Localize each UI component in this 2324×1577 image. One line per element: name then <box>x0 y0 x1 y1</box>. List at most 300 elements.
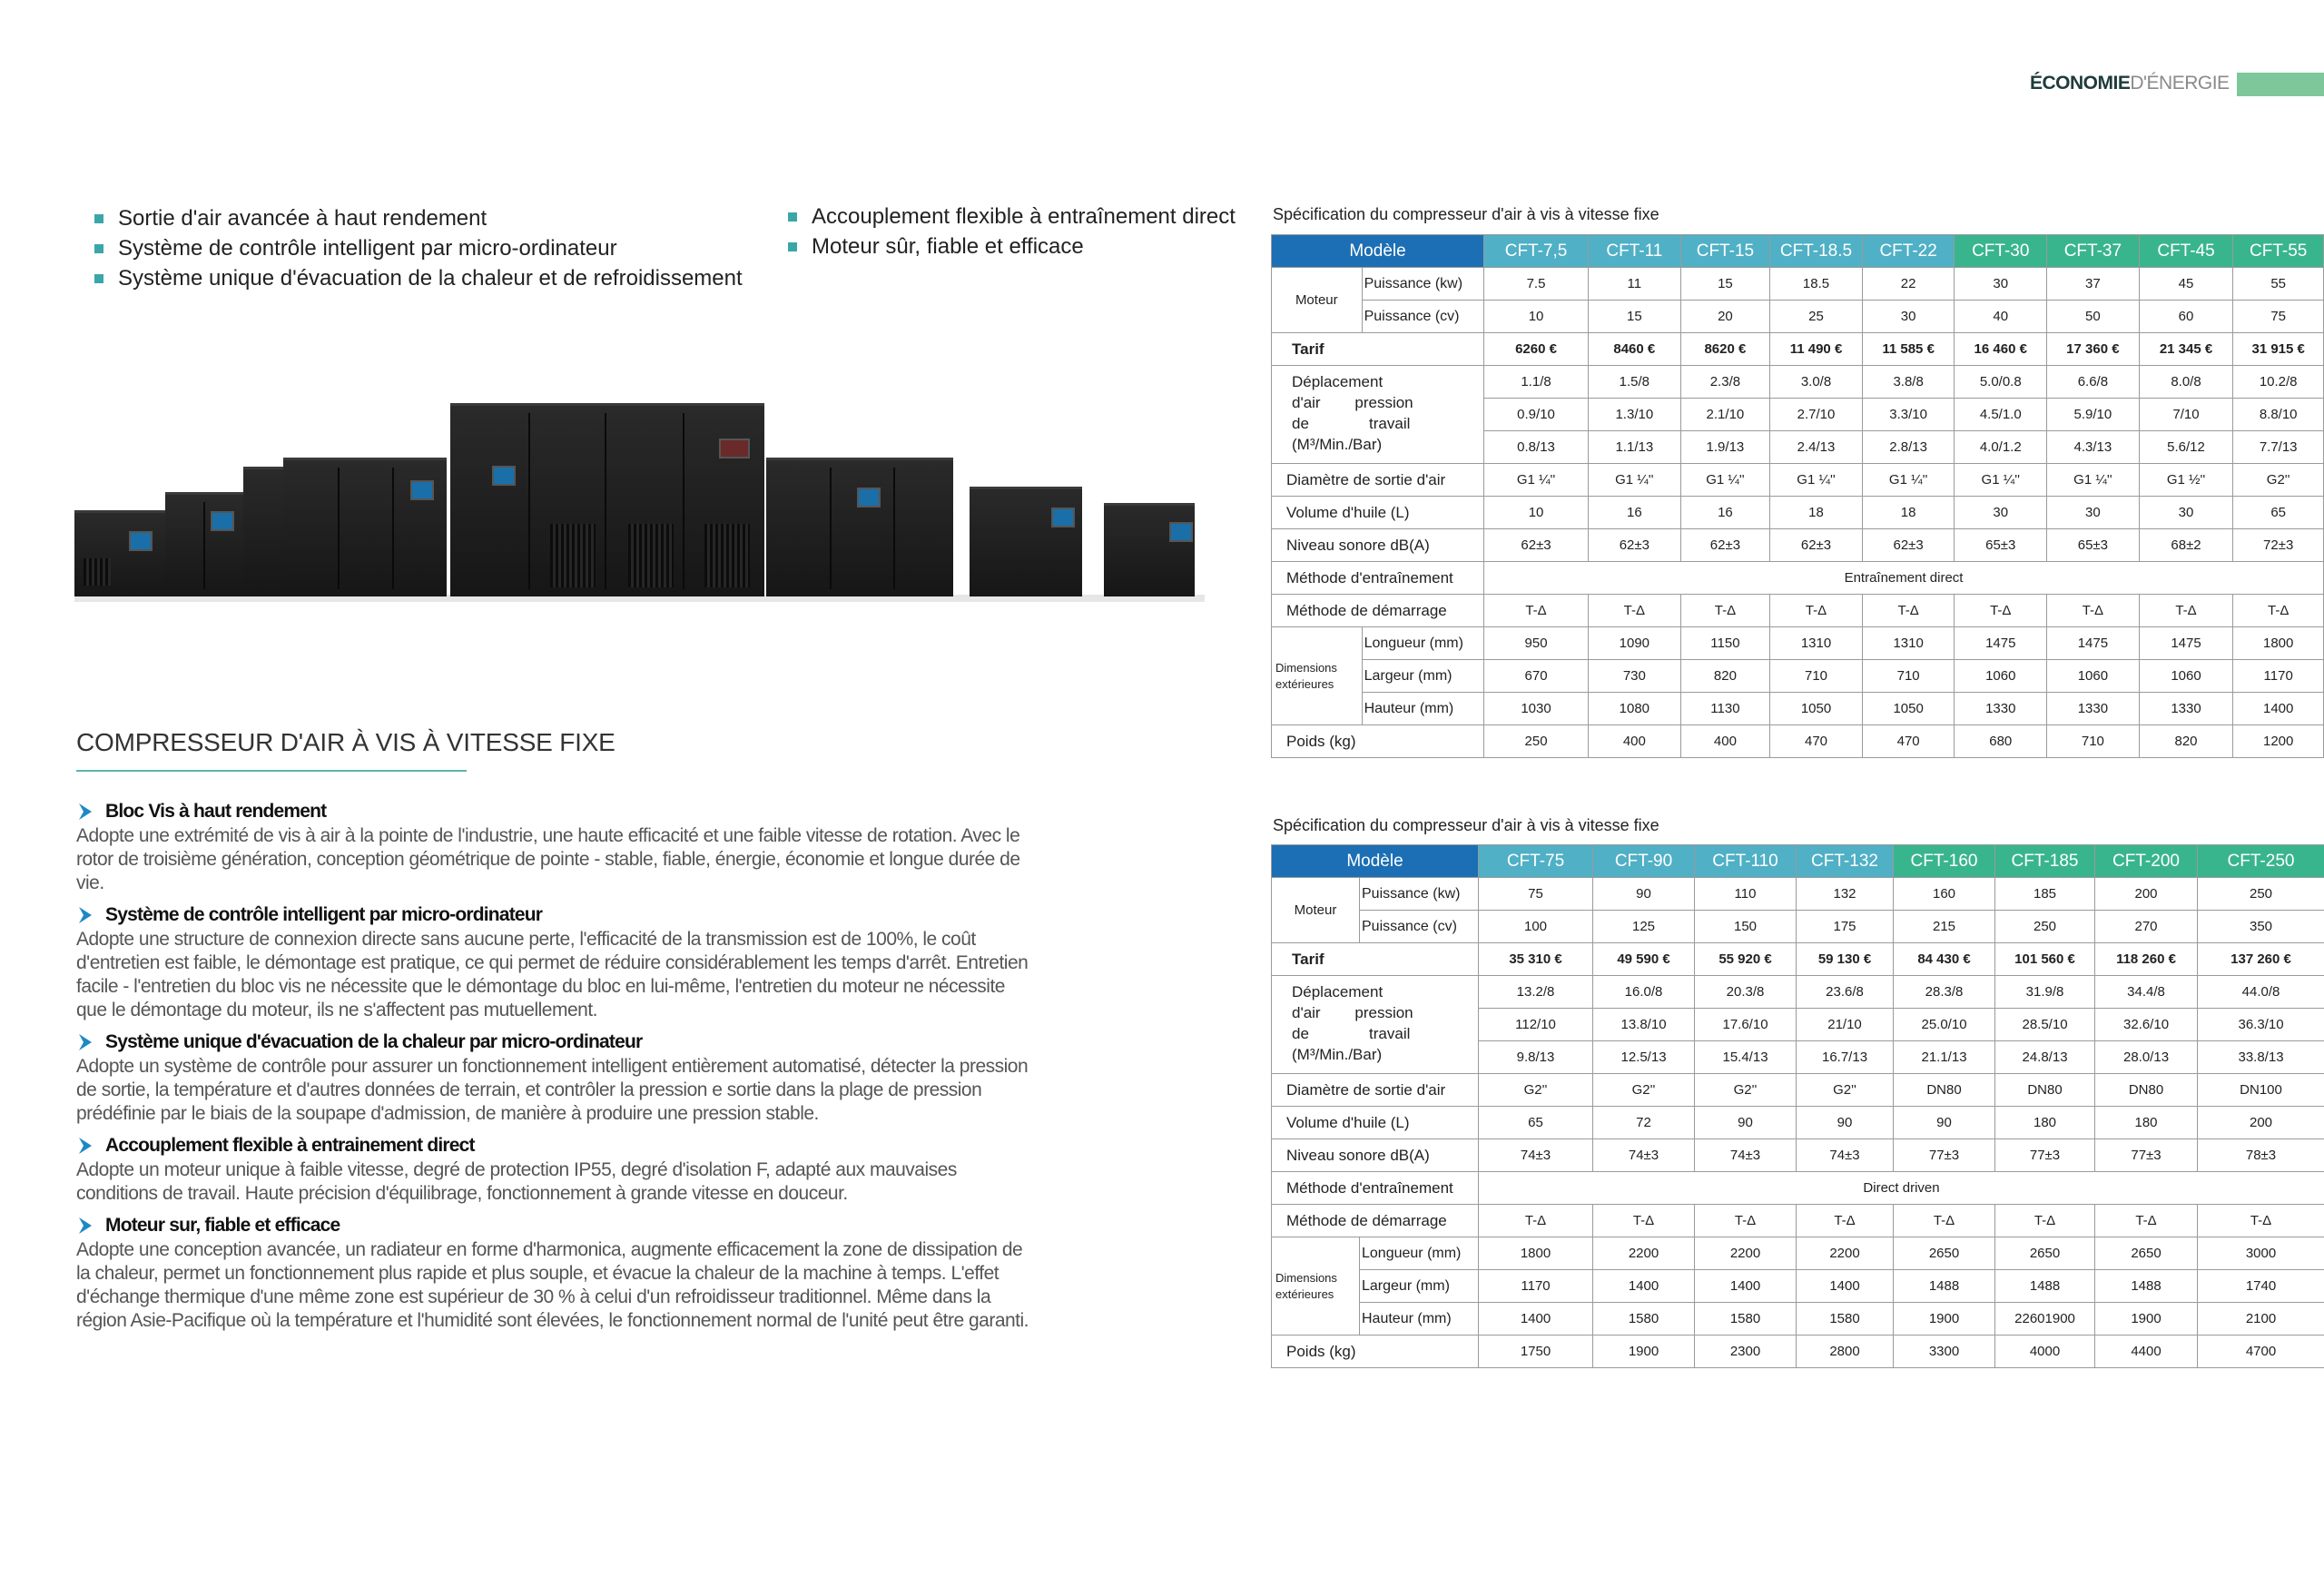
diametre-value: G2'' <box>1479 1074 1593 1107</box>
puissance-cv-value: 30 <box>1862 301 1955 333</box>
section-title: COMPRESSEUR D'AIR À VIS À VITESSE FIXE <box>76 728 615 756</box>
longueur-value: 2200 <box>1695 1237 1797 1270</box>
bullet-item <box>94 233 743 263</box>
deplacement-value: 13.2/8 <box>1479 976 1593 1009</box>
demarrage-value: T-Δ <box>1995 1205 2095 1237</box>
largeur-value: 1740 <box>2198 1270 2324 1303</box>
sonore-value: 74±3 <box>1797 1139 1894 1172</box>
huile-value: 72 <box>1593 1107 1695 1139</box>
deplacement-label <box>1272 366 1484 464</box>
sonore-value: 77±3 <box>1894 1139 1995 1172</box>
puissance-kw-value: 110 <box>1695 878 1797 911</box>
bullet-square-icon <box>94 214 103 223</box>
feature-title <box>76 799 1039 824</box>
deplacement-value: 7.7/13 <box>2233 431 2324 464</box>
longueur-label: Longueur (mm) <box>1360 1237 1479 1270</box>
puissance-kw-value: 11 <box>1589 268 1681 301</box>
demarrage-value: T-Δ <box>1589 595 1681 627</box>
puissance-cv-value: 25 <box>1770 301 1863 333</box>
puissance-kw-value: 200 <box>2095 878 2198 911</box>
tarif-value: 21 345 € <box>2139 333 2233 366</box>
feature-title-text: Moteur sur, fiable et efficace <box>105 1215 340 1236</box>
moteur-label: Moteur <box>1272 268 1363 333</box>
model-column-header: CFT-132 <box>1797 845 1894 878</box>
dimensions-label-line: extérieures <box>1275 676 1334 691</box>
deplacement-value: 16.0/8 <box>1593 976 1695 1009</box>
hauteur-value: 1130 <box>1680 693 1770 725</box>
model-column-header: CFT-18.5 <box>1770 235 1863 268</box>
largeur-value: 710 <box>1862 660 1955 693</box>
largeur-value: 1488 <box>2095 1270 2198 1303</box>
compressor-unit-1 <box>74 510 165 596</box>
hauteur-value: 1330 <box>2139 693 2233 725</box>
dimensions-label-line: Dimensions <box>1275 1270 1337 1285</box>
row-puissance-kw <box>1272 268 2324 301</box>
poids-value: 250 <box>1484 725 1589 758</box>
poids-value: 680 <box>1955 725 2047 758</box>
huile-value: 30 <box>1955 497 2047 529</box>
section-tag-bar <box>2237 73 2324 96</box>
demarrage-value: T-Δ <box>2233 595 2324 627</box>
puissance-cv-value: 20 <box>1680 301 1770 333</box>
model-column-header: CFT-185 <box>1995 845 2095 878</box>
demarrage-value: T-Δ <box>1479 1205 1593 1237</box>
hauteur-value: 1400 <box>1479 1303 1593 1336</box>
tarif-value: 49 590 € <box>1593 943 1695 976</box>
poids-value: 820 <box>2139 725 2233 758</box>
demarrage-value: T-Δ <box>1695 1205 1797 1237</box>
row-demarrage <box>1272 595 2324 627</box>
row-tarif <box>1272 943 2324 976</box>
diametre-value: G1 ¼'' <box>1770 464 1863 497</box>
deplacement-value: 3.3/10 <box>1862 399 1955 431</box>
poids-value: 2800 <box>1797 1336 1894 1368</box>
dimensions-label-line: extérieures <box>1275 1286 1334 1301</box>
feature-block <box>76 799 1039 895</box>
entrainement-label: Méthode d'entraînement <box>1272 1172 1479 1205</box>
longueur-value: 1310 <box>1862 627 1955 660</box>
deplacement-value: 8.8/10 <box>2233 399 2324 431</box>
product-lineup-photo <box>74 392 1205 596</box>
longueur-value: 1150 <box>1680 627 1770 660</box>
entrainement-label: Méthode d'entraînement <box>1272 562 1484 595</box>
model-column-header: CFT-250 <box>2198 845 2324 878</box>
entrainement-value: Entraînement direct <box>1484 562 2324 595</box>
sonore-value: 77±3 <box>2095 1139 2198 1172</box>
table1-caption: Spécification du compresseur d'air à vis à vitesse fixe <box>1273 205 1659 223</box>
deplacement-label-line: Déplacement <box>1292 983 1384 1000</box>
model-column-header: CFT-30 <box>1955 235 2047 268</box>
longueur-value: 1090 <box>1589 627 1681 660</box>
tarif-label: Tarif <box>1272 943 1479 976</box>
puissance-cv-value: 215 <box>1894 911 1995 943</box>
longueur-value: 1800 <box>1479 1237 1593 1270</box>
deplacement-value: 25.0/10 <box>1894 1009 1995 1041</box>
row-entrainement <box>1272 1172 2324 1205</box>
moteur-label: Moteur <box>1272 878 1360 943</box>
sonore-value: 74±3 <box>1593 1139 1695 1172</box>
compressor-unit-7 <box>970 487 1082 596</box>
row-hauteur <box>1272 693 2324 725</box>
table2-caption: Spécification du compresseur d'air à vis à vitesse fixe <box>1273 816 1659 834</box>
deplacement-value: 10.2/8 <box>2233 366 2324 399</box>
feature-title <box>76 902 1039 928</box>
poids-value: 470 <box>1770 725 1863 758</box>
deplacement-value: 1.1/8 <box>1484 366 1589 399</box>
deplacement-value: 34.4/8 <box>2095 976 2198 1009</box>
diametre-value: DN80 <box>1894 1074 1995 1107</box>
deplacement-value: 21.1/13 <box>1894 1041 1995 1074</box>
puissance-cv-value: 150 <box>1695 911 1797 943</box>
poids-value: 470 <box>1862 725 1955 758</box>
row-longueur <box>1272 1237 2324 1270</box>
model-column-header: CFT-110 <box>1695 845 1797 878</box>
tarif-value: 59 130 € <box>1797 943 1894 976</box>
largeur-label: Largeur (mm) <box>1360 1270 1479 1303</box>
deplacement-label-line: (M³/Min./Bar) <box>1292 436 1383 453</box>
hauteur-value: 1580 <box>1593 1303 1695 1336</box>
diametre-value: G1 ¼'' <box>1862 464 1955 497</box>
demarrage-value: T-Δ <box>2198 1205 2324 1237</box>
largeur-value: 1488 <box>1894 1270 1995 1303</box>
dimensions-label <box>1272 1237 1360 1336</box>
hauteur-label: Hauteur (mm) <box>1360 1303 1479 1336</box>
puissance-cv-value: 15 <box>1589 301 1681 333</box>
diametre-value: G1 ¼'' <box>1955 464 2047 497</box>
chevron-right-icon <box>76 1032 96 1052</box>
huile-value: 90 <box>1797 1107 1894 1139</box>
deplacement-value: 4.0/1.2 <box>1955 431 2047 464</box>
bullet-text: Système unique d'évacuation de la chaleur et de refroidissement <box>118 266 743 291</box>
demarrage-value: T-Δ <box>1484 595 1589 627</box>
diametre-value: G2'' <box>1797 1074 1894 1107</box>
feature-title-text: Système unique d'évacuation de la chaleur par micro-ordinateur <box>105 1031 643 1052</box>
feature-bullets-right <box>788 202 1236 261</box>
diametre-value: G2'' <box>1695 1074 1797 1107</box>
sonore-value: 65±3 <box>2047 529 2140 562</box>
model-column-header: CFT-7,5 <box>1484 235 1589 268</box>
huile-value: 30 <box>2047 497 2140 529</box>
hauteur-value: 1330 <box>2047 693 2140 725</box>
feature-descriptions <box>76 799 1039 1340</box>
deplacement-value: 6.6/8 <box>2047 366 2140 399</box>
huile-value: 16 <box>1589 497 1681 529</box>
sonore-value: 62±3 <box>1680 529 1770 562</box>
compressor-unit-5 <box>450 403 764 596</box>
hauteur-value: 1900 <box>1894 1303 1995 1336</box>
diametre-value: G2'' <box>1593 1074 1695 1107</box>
model-column-header: CFT-37 <box>2047 235 2140 268</box>
row-diametre <box>1272 1074 2324 1107</box>
diametre-value: DN80 <box>1995 1074 2095 1107</box>
diametre-value: DN80 <box>2095 1074 2198 1107</box>
huile-value: 18 <box>1862 497 1955 529</box>
bullet-item <box>788 202 1236 232</box>
feature-title <box>76 1213 1039 1238</box>
puissance-kw-value: 37 <box>2047 268 2140 301</box>
demarrage-value: T-Δ <box>1770 595 1863 627</box>
chevron-right-icon <box>76 802 96 822</box>
row-largeur <box>1272 1270 2324 1303</box>
puissance-kw-value: 7.5 <box>1484 268 1589 301</box>
tarif-value: 118 260 € <box>2095 943 2198 976</box>
row-huile <box>1272 497 2324 529</box>
huile-label: Volume d'huile (L) <box>1272 497 1484 529</box>
model-column-header: CFT-45 <box>2139 235 2233 268</box>
puissance-kw-value: 30 <box>1955 268 2047 301</box>
model-column-header: CFT-160 <box>1894 845 1995 878</box>
puissance-kw-value: 75 <box>1479 878 1593 911</box>
bullet-square-icon <box>94 244 103 253</box>
puissance-kw-value: 160 <box>1894 878 1995 911</box>
deplacement-value: 23.6/8 <box>1797 976 1894 1009</box>
deplacement-value: 13.8/10 <box>1593 1009 1695 1041</box>
row-largeur <box>1272 660 2324 693</box>
puissance-kw-value: 45 <box>2139 268 2233 301</box>
sonore-value: 68±2 <box>2139 529 2233 562</box>
puissance-cv-value: 50 <box>2047 301 2140 333</box>
deplacement-value: 5.6/12 <box>2139 431 2233 464</box>
sonore-value: 77±3 <box>1995 1139 2095 1172</box>
feature-text: Adopte une conception avancée, un radiateur en forme d'harmonica, augmente efficacement la zone de dissipation de la chaleur, permet un fonctionnement plus rapide et plus souple, et évacue la chaleur de la machine à temps. L'effet d'échange thermique d'une même zone est supérieur de 30 % à celui d'un refroidisseur traditionnel. Même dans la région Asie-Pacifique où la température et l'humidité sont élevées, le fonctionnement normal de l'unité peut être garanti. <box>76 1239 1029 1331</box>
demarrage-value: T-Δ <box>2139 595 2233 627</box>
bullet-square-icon <box>94 274 103 283</box>
row-sonore <box>1272 1139 2324 1172</box>
sonore-value: 74±3 <box>1695 1139 1797 1172</box>
huile-value: 30 <box>2139 497 2233 529</box>
puissance-cv-value: 75 <box>2233 301 2324 333</box>
deplacement-label-line: de travail <box>1292 415 1411 432</box>
bullet-square-icon <box>788 242 797 251</box>
largeur-value: 820 <box>1680 660 1770 693</box>
compressor-unit-4 <box>283 458 447 596</box>
model-column-header: CFT-200 <box>2095 845 2198 878</box>
longueur-value: 1800 <box>2233 627 2324 660</box>
feature-text: Adopte un système de contrôle pour assurer un fonctionnement intelligent entièrement automatisé, détecter la pression de sortie, la température et d'autres données de terrain, et contrôler la pression e sortie dans la plage de pression prédéfinie par le biais de la soupape d'admission, de manière à produire une pression stable. <box>76 1056 1029 1124</box>
section-tag <box>2030 73 2230 94</box>
feature-text: Adopte une structure de connexion directe sans aucune perte, l'efficacité de la transmission est de 100%, le coût d'entretien est faible, le démontage est pratique, ce qui permet de réduire considérablement les temps d'arrêt. Entretien facile - l'entretien du bloc vis ne nécessite que le démontage du bloc en lui-même, l'entretien du moteur ne nécessite que le démontage du moteur, ils ne s'affectent pas mutuellement. <box>76 929 1029 1020</box>
sonore-value: 62±3 <box>1589 529 1681 562</box>
dimensions-label <box>1272 627 1363 725</box>
hauteur-value: 1030 <box>1484 693 1589 725</box>
tarif-value: 6260 € <box>1484 333 1589 366</box>
section-title-underline <box>76 770 467 772</box>
model-column-header: CFT-22 <box>1862 235 1955 268</box>
largeur-value: 1170 <box>2233 660 2324 693</box>
diametre-value: G1 ¼'' <box>1589 464 1681 497</box>
deplacement-value: 15.4/13 <box>1695 1041 1797 1074</box>
puissance-cv-value: 10 <box>1484 301 1589 333</box>
poids-value: 3300 <box>1894 1336 1995 1368</box>
feature-title-text: Accouplement flexible à entrainement direct <box>105 1135 475 1156</box>
deplacement-value: 1.9/13 <box>1680 431 1770 464</box>
puissance-cv-value: 100 <box>1479 911 1593 943</box>
largeur-value: 1060 <box>2047 660 2140 693</box>
deplacement-value: 1.3/10 <box>1589 399 1681 431</box>
huile-value: 180 <box>1995 1107 2095 1139</box>
spec-table-2 <box>1271 844 2324 1368</box>
demarrage-value: T-Δ <box>1680 595 1770 627</box>
deplacement-value: 2.7/10 <box>1770 399 1863 431</box>
huile-value: 18 <box>1770 497 1863 529</box>
deplacement-value: 8.0/8 <box>2139 366 2233 399</box>
spec-table-1 <box>1271 234 2324 758</box>
diametre-value: G2'' <box>2233 464 2324 497</box>
puissance-kw-label: Puissance (kw) <box>1362 268 1483 301</box>
puissance-cv-value: 350 <box>2198 911 2324 943</box>
demarrage-value: T-Δ <box>1955 595 2047 627</box>
huile-value: 10 <box>1484 497 1589 529</box>
deplacement-value: 28.5/10 <box>1995 1009 2095 1041</box>
demarrage-label: Méthode de démarrage <box>1272 595 1484 627</box>
bullet-item <box>94 263 743 293</box>
largeur-value: 1060 <box>1955 660 2047 693</box>
poids-value: 400 <box>1589 725 1681 758</box>
deplacement-label-line: d'air pression <box>1292 394 1413 411</box>
deplacement-value: 44.0/8 <box>2198 976 2324 1009</box>
tarif-value: 8620 € <box>1680 333 1770 366</box>
sonore-value: 78±3 <box>2198 1139 2324 1172</box>
feature-title-text: Système de contrôle intelligent par micro-ordinateur <box>105 904 543 925</box>
sonore-value: 62±3 <box>1862 529 1955 562</box>
diametre-value: G1 ¼'' <box>1680 464 1770 497</box>
poids-value: 1200 <box>2233 725 2324 758</box>
bullet-text: Accouplement flexible à entraînement direct <box>812 204 1236 229</box>
longueur-value: 2200 <box>1593 1237 1695 1270</box>
demarrage-value: T-Δ <box>2095 1205 2198 1237</box>
row-hauteur <box>1272 1303 2324 1336</box>
demarrage-value: T-Δ <box>1894 1205 1995 1237</box>
chevron-right-icon <box>76 1216 96 1236</box>
poids-value: 710 <box>2047 725 2140 758</box>
deplacement-value: 1.1/13 <box>1589 431 1681 464</box>
tarif-value: 11 585 € <box>1862 333 1955 366</box>
deplacement-value: 2.1/10 <box>1680 399 1770 431</box>
deplacement-value: 1.5/8 <box>1589 366 1681 399</box>
diametre-value: DN100 <box>2198 1074 2324 1107</box>
deplacement-label-line: d'air pression <box>1292 1004 1413 1021</box>
huile-label: Volume d'huile (L) <box>1272 1107 1479 1139</box>
deplacement-value: 32.6/10 <box>2095 1009 2198 1041</box>
sonore-label: Niveau sonore dB(A) <box>1272 1139 1479 1172</box>
feature-title-text: Bloc Vis à haut rendement <box>105 801 327 822</box>
row-diametre <box>1272 464 2324 497</box>
deplacement-label-line: (M³/Min./Bar) <box>1292 1046 1383 1063</box>
hauteur-value: 1080 <box>1589 693 1681 725</box>
row-demarrage <box>1272 1205 2324 1237</box>
largeur-value: 1170 <box>1479 1270 1593 1303</box>
longueur-value: 2650 <box>1894 1237 1995 1270</box>
longueur-value: 1475 <box>1955 627 2047 660</box>
feature-block <box>76 1133 1039 1206</box>
row-deplacement <box>1272 366 2324 399</box>
puissance-cv-value: 125 <box>1593 911 1695 943</box>
poids-value: 2300 <box>1695 1336 1797 1368</box>
bullet-square-icon <box>788 212 797 222</box>
section-tag-bold: ÉCONOMIE <box>2030 73 2131 94</box>
demarrage-value: T-Δ <box>2047 595 2140 627</box>
largeur-value: 710 <box>1770 660 1863 693</box>
row-longueur <box>1272 627 2324 660</box>
deplacement-value: 3.8/8 <box>1862 366 1955 399</box>
deplacement-label-line: de travail <box>1292 1025 1411 1042</box>
model-column-header: CFT-75 <box>1479 845 1593 878</box>
puissance-kw-label: Puissance (kw) <box>1360 878 1479 911</box>
largeur-value: 730 <box>1589 660 1681 693</box>
diametre-value: G1 ¼'' <box>2047 464 2140 497</box>
deplacement-value: 4.5/1.0 <box>1955 399 2047 431</box>
poids-value: 4700 <box>2198 1336 2324 1368</box>
huile-value: 16 <box>1680 497 1770 529</box>
deplacement-value: 24.8/13 <box>1995 1041 2095 1074</box>
compressor-unit-2 <box>165 492 243 596</box>
puissance-kw-value: 250 <box>2198 878 2324 911</box>
poids-value: 1750 <box>1479 1336 1593 1368</box>
poids-value: 4400 <box>2095 1336 2198 1368</box>
longueur-value: 2200 <box>1797 1237 1894 1270</box>
diametre-label: Diamètre de sortie d'air <box>1272 1074 1479 1107</box>
deplacement-value: 3.0/8 <box>1770 366 1863 399</box>
hauteur-value: 1330 <box>1955 693 2047 725</box>
model-header: Modèle <box>1272 845 1479 878</box>
model-header: Modèle <box>1272 235 1484 268</box>
sonore-label: Niveau sonore dB(A) <box>1272 529 1484 562</box>
model-column-header: CFT-15 <box>1680 235 1770 268</box>
tarif-value: 101 560 € <box>1995 943 2095 976</box>
largeur-value: 1400 <box>1593 1270 1695 1303</box>
compressor-unit-6 <box>766 458 953 596</box>
longueur-value: 1310 <box>1770 627 1863 660</box>
row-poids <box>1272 1336 2324 1368</box>
deplacement-value: 9.8/13 <box>1479 1041 1593 1074</box>
demarrage-value: T-Δ <box>1862 595 1955 627</box>
bullet-item <box>94 203 743 233</box>
row-puissance-kw <box>1272 878 2324 911</box>
largeur-value: 1488 <box>1995 1270 2095 1303</box>
deplacement-value: 5.9/10 <box>2047 399 2140 431</box>
diametre-label: Diamètre de sortie d'air <box>1272 464 1484 497</box>
feature-title <box>76 1133 1039 1158</box>
deplacement-value: 12.5/13 <box>1593 1041 1695 1074</box>
deplacement-value: 2.8/13 <box>1862 431 1955 464</box>
deplacement-value: 4.3/13 <box>2047 431 2140 464</box>
row-puissance-cv <box>1272 911 2324 943</box>
huile-value: 200 <box>2198 1107 2324 1139</box>
longueur-value: 3000 <box>2198 1237 2324 1270</box>
puissance-kw-value: 55 <box>2233 268 2324 301</box>
row-sonore <box>1272 529 2324 562</box>
compressor-unit-8 <box>1104 503 1195 596</box>
puissance-cv-value: 250 <box>1995 911 2095 943</box>
tarif-value: 17 360 € <box>2047 333 2140 366</box>
model-column-header: CFT-55 <box>2233 235 2324 268</box>
deplacement-value: 31.9/8 <box>1995 976 2095 1009</box>
diametre-value: G1 ½'' <box>2139 464 2233 497</box>
sonore-value: 65±3 <box>1955 529 2047 562</box>
longueur-value: 950 <box>1484 627 1589 660</box>
demarrage-value: T-Δ <box>1593 1205 1695 1237</box>
huile-value: 90 <box>1695 1107 1797 1139</box>
deplacement-value: 21/10 <box>1797 1009 1894 1041</box>
sonore-value: 62±3 <box>1770 529 1863 562</box>
model-column-header: CFT-11 <box>1589 235 1681 268</box>
model-column-header: CFT-90 <box>1593 845 1695 878</box>
row-tarif <box>1272 333 2324 366</box>
poids-value: 4000 <box>1995 1336 2095 1368</box>
tarif-value: 35 310 € <box>1479 943 1593 976</box>
feature-title <box>76 1030 1039 1055</box>
bullet-text: Système de contrôle intelligent par micro-ordinateur <box>118 236 617 261</box>
